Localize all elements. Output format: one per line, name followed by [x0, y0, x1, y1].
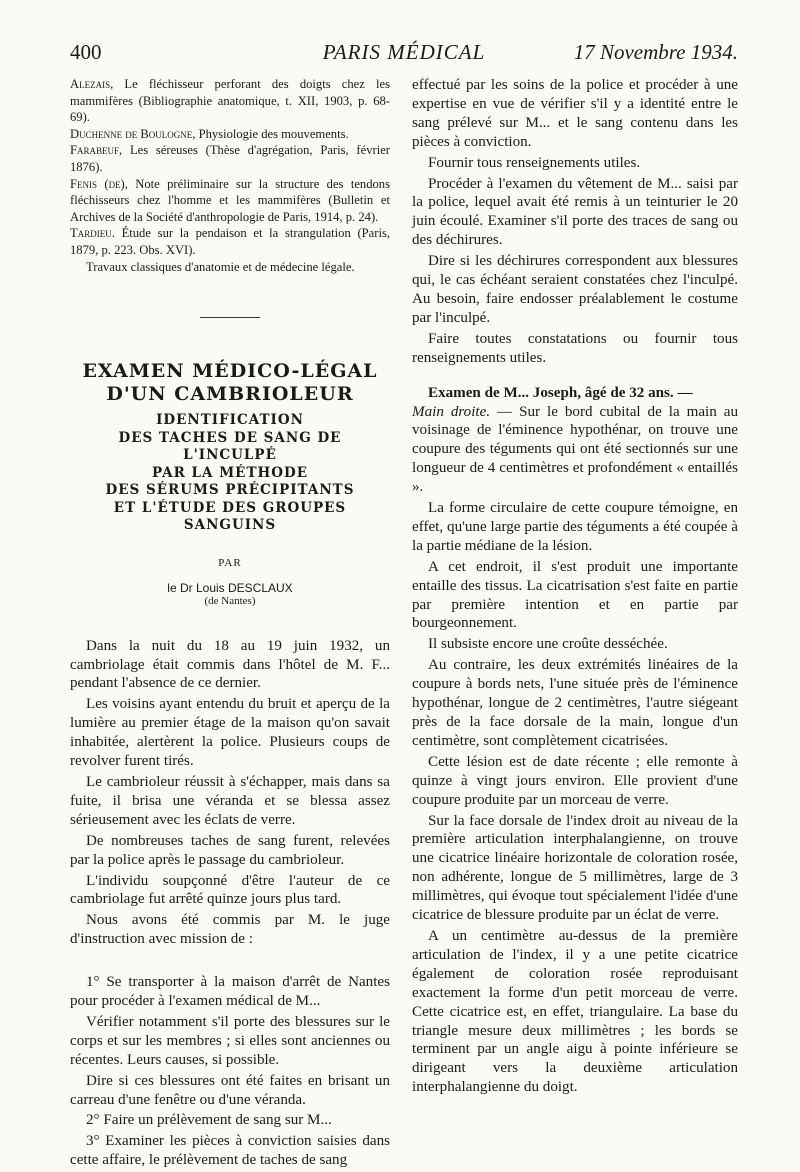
exam-paragraph: Examen de M... Joseph, âgé de 32 ans. — Main droite. — Sur le bord cubital de la main au voisinage de l'éminence hypothénar, on trouve une coupure des téguments qui ont été sectionnés sur une longueur de 4 centimètres et profondément « entaillés ».: [412, 384, 738, 496]
paragraph: Procéder à l'examen du vêtement de M... saisi par la police, lequel avait été remis à un teinturier le 20 juin écoulé. Examiner s'il porte des traces de sang ou des déchirures.: [412, 175, 738, 249]
reference-item: Tardieu. Étude sur la pendaison et la strangulation (Paris, 1879, p. 223. Obs. XVI).: [70, 226, 390, 257]
paragraph: Dire si les déchirures correspondent aux blessures qui, le cas échéant seraient constatées chez l'inculpé. Au besoin, faire endosser préalablement le costume par l'inculpé.: [412, 253, 738, 326]
right-column: [412, 76, 738, 1099]
paragraph: 1° Se transporter à la maison d'arrêt de Nantes pour procéder à l'examen médical de M...: [70, 974, 390, 1010]
paragraph: Fournir tous renseignements utiles.: [428, 154, 641, 171]
paragraph: Les voisins ayant entendu du bruit et aperçu de la lumière au premier étage de la maison qu'on savait inhabitée, alertèrent la police. Plusieurs coups de revolver furent tirés.: [70, 696, 390, 770]
reference-item: Fenis (de), Note préliminaire sur la structure des tendons fléchisseurs chez l'homme et les mammifères (Bulletin et Archives de la Société d'anthropologie de Paris, 1914, p. 24).: [70, 176, 390, 224]
article-title: [70, 360, 390, 535]
subtitle-line: ET L'ÉTUDE DES GROUPES SANGUINS: [113, 499, 347, 534]
section-divider: [200, 317, 260, 318]
paragraph: Il subsiste encore une croûte desséchée.: [428, 636, 668, 653]
paragraph: A un centimètre au-dessus de la première articulation de l'index, il y a une petite cicatrice également de coloration rosée reproduisant exactement la forme d'un petit morceau de verre. Cette cicatrice est, en effet, triangulaire. La base du triangle mesure deux millimètres ; les bords se terminent par un angle aigu à pointe inférieure se dirigeant vers la deuxième articulation interphalangienne du doigt.: [412, 927, 738, 1096]
paragraph: 3° Examiner les pièces à conviction saisies dans cette affaire, le prélèvement de taches de sang: [70, 1133, 390, 1169]
paragraph: La forme circulaire de cette coupure témoigne, en effet, qu'une large partie des téguments a été coupée à la partie médiane de la lésion.: [412, 500, 738, 554]
paragraph: Cette lésion est de date récente ; elle remonte à quinze à vingt jours environ. Elle provient d'une coupure produite par un morceau de verre.: [412, 753, 738, 808]
reference-item: Alezais, Le fléchisseur perforant des doigts chez les mammifères (Bibliographie anatomique, t. XII, 1903, p. 68-69).: [70, 77, 390, 125]
page-number: 400: [70, 40, 102, 64]
subtitle-line: IDENTIFICATION: [156, 412, 304, 429]
issue-date: 17 Novembre 1934.: [573, 40, 738, 64]
author-name: le Dr Louis DESCLAUX: [167, 580, 293, 595]
exam-subheading: Main droite.: [412, 403, 491, 420]
reference-item: Travaux classiques d'anatomie et de médecine légale.: [86, 259, 355, 274]
paragraph: effectué par les soins de la police et procéder à une expertise en vue de vérifier s'il y a identité entre le sang prélevé sur M... et le sang contenu dans les pièces à conviction.: [412, 77, 738, 150]
reference-item: Farabeuf, Les séreuses (Thèse d'agrégation, Paris, février 1876).: [70, 143, 390, 174]
title-line: EXAMEN MÉDICO-LÉGAL: [82, 360, 378, 383]
paragraph: A cet endroit, il s'est produit une importante entaille des tissus. La cicatrisation s'est faite en partie par première intention et en partie par bourgeonnement.: [412, 558, 738, 632]
subtitle-line: DES TACHES DE SANG DE L'INCULPÉ: [118, 429, 342, 464]
reference-item: Duchenne de Boulogne, Physiologie des mouvements.: [70, 126, 349, 141]
paragraph: Dire si ces blessures ont été faites en brisant un carreau d'une fenêtre ou d'une véranda.: [70, 1072, 390, 1108]
exam-heading: Examen de M... Joseph, âgé de 32 ans. —: [428, 384, 693, 401]
paragraph: 2° Faire un prélèvement de sang sur M...: [86, 1112, 332, 1129]
paragraph: De nombreuses taches de sang furent, relevées par la police après le passage du cambrioleur.: [70, 832, 390, 868]
paragraph: Nous avons été commis par M. le juge d'instruction avec mission de :: [70, 912, 390, 948]
reference-list: [70, 76, 390, 275]
byline: PAR: [218, 556, 242, 569]
left-column: [70, 76, 390, 1172]
paragraph: Vérifier notamment s'il porte des blessures sur le corps et sur les membres ; si elles sont anciennes ou récentes. Leurs causes, si possible.: [70, 1013, 390, 1068]
article-body-left: [70, 637, 390, 1171]
paragraph: Dans la nuit du 18 au 19 juin 1932, un cambriolage était commis dans l'hôtel de M. F... pendant l'absence de ce dernier.: [70, 637, 390, 692]
paragraph: Le cambrioleur réussit à s'échapper, mais dans sa fuite, il brisa une véranda et se blessa assez sérieusement avec les éclats de verre.: [70, 773, 390, 828]
author-affiliation: (de Nantes): [204, 594, 256, 607]
paragraph: Au contraire, les deux extrémités linéaires de la coupure à bords nets, l'une située près de l'éminence hypothénar, longue de 2 centimètres, l'autre siégeant près de la face dorsale de la main, longue d'un centimètre, sont complètement cicatrisées.: [412, 657, 738, 749]
paragraph: Faire toutes constatations ou fournir tous renseignements utiles.: [412, 330, 738, 366]
subtitle-line: PAR LA MÉTHODE: [151, 464, 309, 481]
title-line: D'UN CAMBRIOLEUR: [106, 383, 354, 406]
subtitle-line: DES SÉRUMS PRÉCIPITANTS: [105, 482, 355, 499]
journal-title: PARIS MÉDICAL: [322, 40, 486, 64]
paragraph: Sur la face dorsale de l'index droit au niveau de la première articulation interphalangienne, on trouve une cicatrice linéaire horizontale de coloration rosée, non adhérente, longue de 5 millimètres, large de 3 millimètres, qui évoque tout spécialement l'idée d'une cicatrice de blessure produite par un éclat de verre.: [412, 812, 738, 924]
paragraph: L'individu soupçonné d'être l'auteur de ce cambriolage fut arrêté quinze jours plus tard.: [70, 872, 390, 908]
page-header: [70, 40, 738, 68]
